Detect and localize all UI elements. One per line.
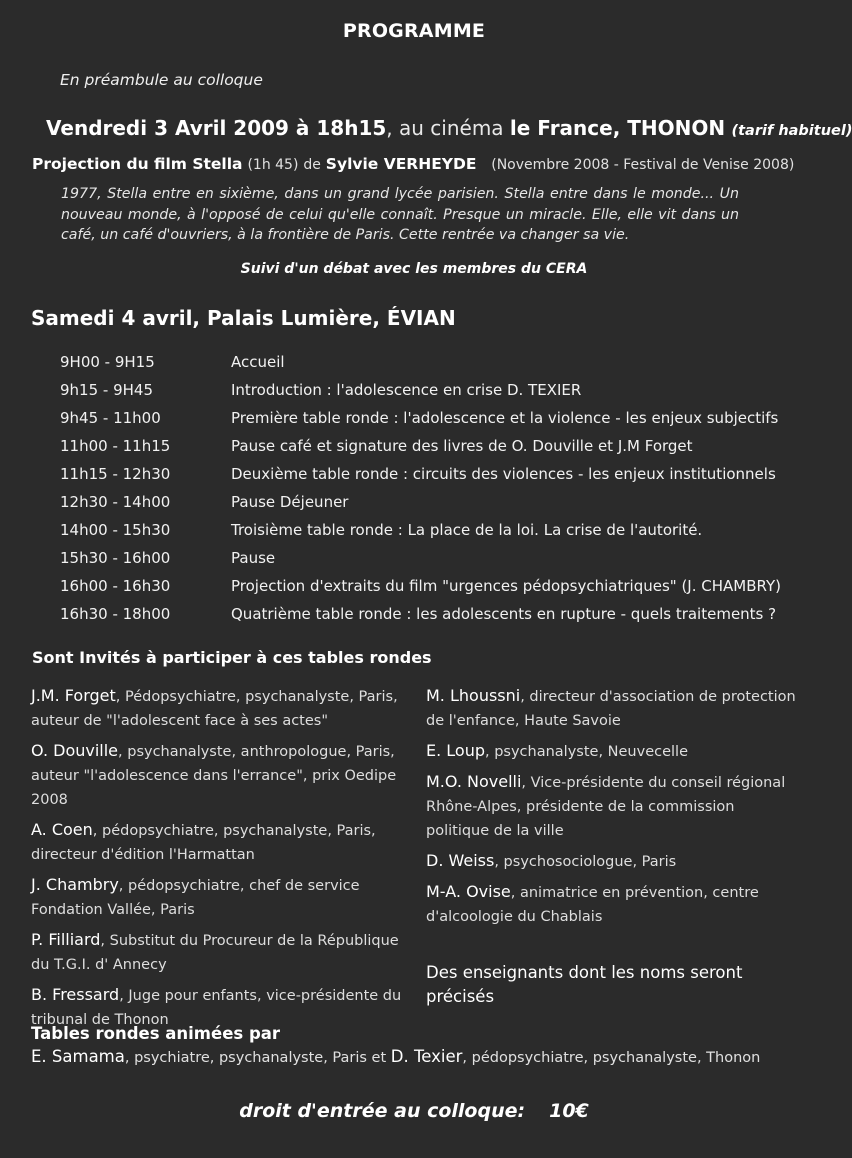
guest-desc: , psychosociologue, Paris <box>494 854 677 870</box>
guest-desc: , psychanalyste, Neuvecelle <box>485 744 688 760</box>
schedule-row <box>0 600 798 628</box>
friday-tarif: (tarif habituel) <box>731 123 852 139</box>
guest-name: B. Fressard <box>31 985 120 1004</box>
schedule-desc: Introduction : l'adolescence en crise D. TEXIER <box>231 381 582 399</box>
guest-entry <box>426 849 796 874</box>
schedule-time: 9h15 - 9H45 <box>60 381 153 399</box>
guest-desc: , pédopsychiatre, psychanalyste, Paris, directeur d'édition l'Harmattan <box>31 823 376 863</box>
guest-entry <box>31 818 411 867</box>
guest-name: D. Weiss <box>426 851 495 870</box>
guest-name: J. Chambry <box>31 875 119 894</box>
schedule-row <box>0 544 798 572</box>
projection-duration: (1h 45) <box>247 157 299 173</box>
projection-festival: (Novembre 2008 - Festival de Venise 2008) <box>491 157 795 173</box>
schedule-time: 11h15 - 12h30 <box>60 465 171 483</box>
projection-director: Sylvie VERHEYDE <box>325 155 477 173</box>
debate-note: Suivi d'un débat avec les membres du CERA <box>240 261 588 277</box>
guest-entry <box>426 770 796 843</box>
schedule-desc: Projection d'extraits du film "urgences pédopsychiatriques" (J. CHAMBRY) <box>231 577 781 595</box>
guest-desc: , Vice-présidente du conseil régional Rhône-Alpes, présidente de la commission politique de la ville <box>426 775 786 839</box>
schedule-time: 14h00 - 15h30 <box>60 521 171 539</box>
schedule-row <box>0 404 798 432</box>
guest-name: A. Coen <box>31 820 93 839</box>
animator-name-2: D. Texier <box>390 1047 463 1066</box>
schedule-time: 9H00 - 9H15 <box>60 353 155 371</box>
schedule-time: 11h00 - 11h15 <box>60 437 171 455</box>
fee-label: droit d'entrée au colloque: <box>239 1100 526 1122</box>
entry-fee <box>0 1100 828 1122</box>
guest-name: P. Filliard <box>31 930 101 949</box>
schedule-desc: Deuxième table ronde : circuits des violences - les enjeux institutionnels <box>231 465 776 483</box>
guests-right-column <box>426 684 796 1009</box>
friday-venue: le France, THONON <box>509 116 726 140</box>
animation-heading: Tables rondes animées par <box>31 1024 281 1043</box>
schedule-desc: Accueil <box>231 353 285 371</box>
schedule-time: 15h30 - 16h00 <box>60 549 171 567</box>
guest-desc: , directeur d'association de protection de l'enfance, Haute Savoie <box>426 689 796 729</box>
guest-entry <box>426 684 796 733</box>
guest-desc: , pédopsychiatre, chef de service Fondation Vallée, Paris <box>31 878 360 918</box>
animator-name-1: E. Samama <box>31 1047 125 1066</box>
friday-date: Vendredi 3 Avril 2009 à 18h15 <box>46 116 387 140</box>
guest-desc: , psychanalyste, anthropologue, Paris, auteur "l'adolescence dans l'errance", prix Oedipe 2008 <box>31 744 397 808</box>
schedule-row <box>0 348 798 376</box>
saturday-heading: Samedi 4 avril, Palais Lumière, ÉVIAN <box>31 306 456 330</box>
guest-name: J.M. Forget <box>31 686 116 705</box>
schedule-desc: Pause café et signature des livres de O. Douville et J.M Forget <box>231 437 693 455</box>
guest-entry <box>426 739 796 764</box>
schedule-desc: Pause Déjeuner <box>231 493 349 511</box>
schedule-desc: Quatrième table ronde : les adolescents en rupture - quels traitements ? <box>231 605 777 623</box>
schedule-desc: Première table ronde : l'adolescence et la violence - les enjeux subjectifs <box>231 409 779 427</box>
guest-name: O. Douville <box>31 741 119 760</box>
schedule-row <box>0 460 798 488</box>
guest-entry <box>31 684 411 733</box>
film-synopsis: 1977, Stella entre en sixième, dans un grand lycée parisien. Stella entre dans le monde... Un nouveau monde, à l'opposé de celui qu'elle connaît. Presque un miracle. Elle, elle vit dans un café, un café d'ouvriers, à la frontière de Paris. Cette rentrée va changer sa vie. <box>61 186 739 243</box>
guest-name: M. Lhoussni <box>426 686 521 705</box>
schedule-desc: Pause <box>231 549 276 567</box>
projection-label: Projection du film Stella <box>32 155 243 173</box>
guest-name: M.O. Novelli <box>426 772 522 791</box>
teachers-note: Des enseignants dont les noms seront précisés <box>426 963 743 1006</box>
schedule-desc: Troisième table ronde : La place de la loi. La crise de l'autorité. <box>231 521 703 539</box>
guest-desc: , animatrice en prévention, centre d'alcoologie du Chablais <box>426 885 759 925</box>
animation-line <box>31 1047 760 1066</box>
schedule-row <box>0 516 798 544</box>
guest-name: M-A. Ovise <box>426 882 511 901</box>
projection-de: de <box>303 157 321 173</box>
schedule-row <box>0 488 798 516</box>
page-title: PROGRAMME <box>342 20 486 42</box>
guests-heading: Sont Invités à participer à ces tables rondes <box>32 648 432 667</box>
friday-at: , au cinéma <box>386 116 504 140</box>
schedule-time: 16h00 - 16h30 <box>60 577 171 595</box>
guest-desc: , Juge pour enfants, vice-présidente du tribunal de Thonon <box>31 988 402 1028</box>
guests-left-column <box>31 684 411 1038</box>
schedule-row <box>0 376 798 404</box>
friday-event-heading <box>46 116 852 140</box>
animator-desc-2: , pédopsychiatre, psychanalyste, Thonon <box>462 1050 761 1066</box>
schedule-time: 16h30 - 18h00 <box>60 605 171 623</box>
guest-name: E. Loup <box>426 741 485 760</box>
guest-entry <box>426 880 796 929</box>
animator-desc-1: , psychiatre, psychanalyste, Paris et <box>124 1050 391 1066</box>
guest-entry <box>31 739 411 812</box>
guest-entry <box>31 928 411 977</box>
guest-desc: , Pédopsychiatre, psychanalyste, Paris, auteur de "l'adolescent face à ses actes" <box>31 689 398 729</box>
schedule-time: 9h45 - 11h00 <box>60 409 161 427</box>
schedule-row <box>0 432 798 460</box>
schedule-row <box>0 572 798 600</box>
preamble-text: En préambule au colloque <box>60 71 263 89</box>
guest-desc: , Substitut du Procureur de la République du T.G.I. d' Annecy <box>31 933 399 973</box>
fee-price: 10€ <box>549 1100 589 1122</box>
schedule-list <box>0 348 798 628</box>
guest-entry <box>31 873 411 922</box>
schedule-time: 12h30 - 14h00 <box>60 493 171 511</box>
projection-line <box>32 155 794 173</box>
